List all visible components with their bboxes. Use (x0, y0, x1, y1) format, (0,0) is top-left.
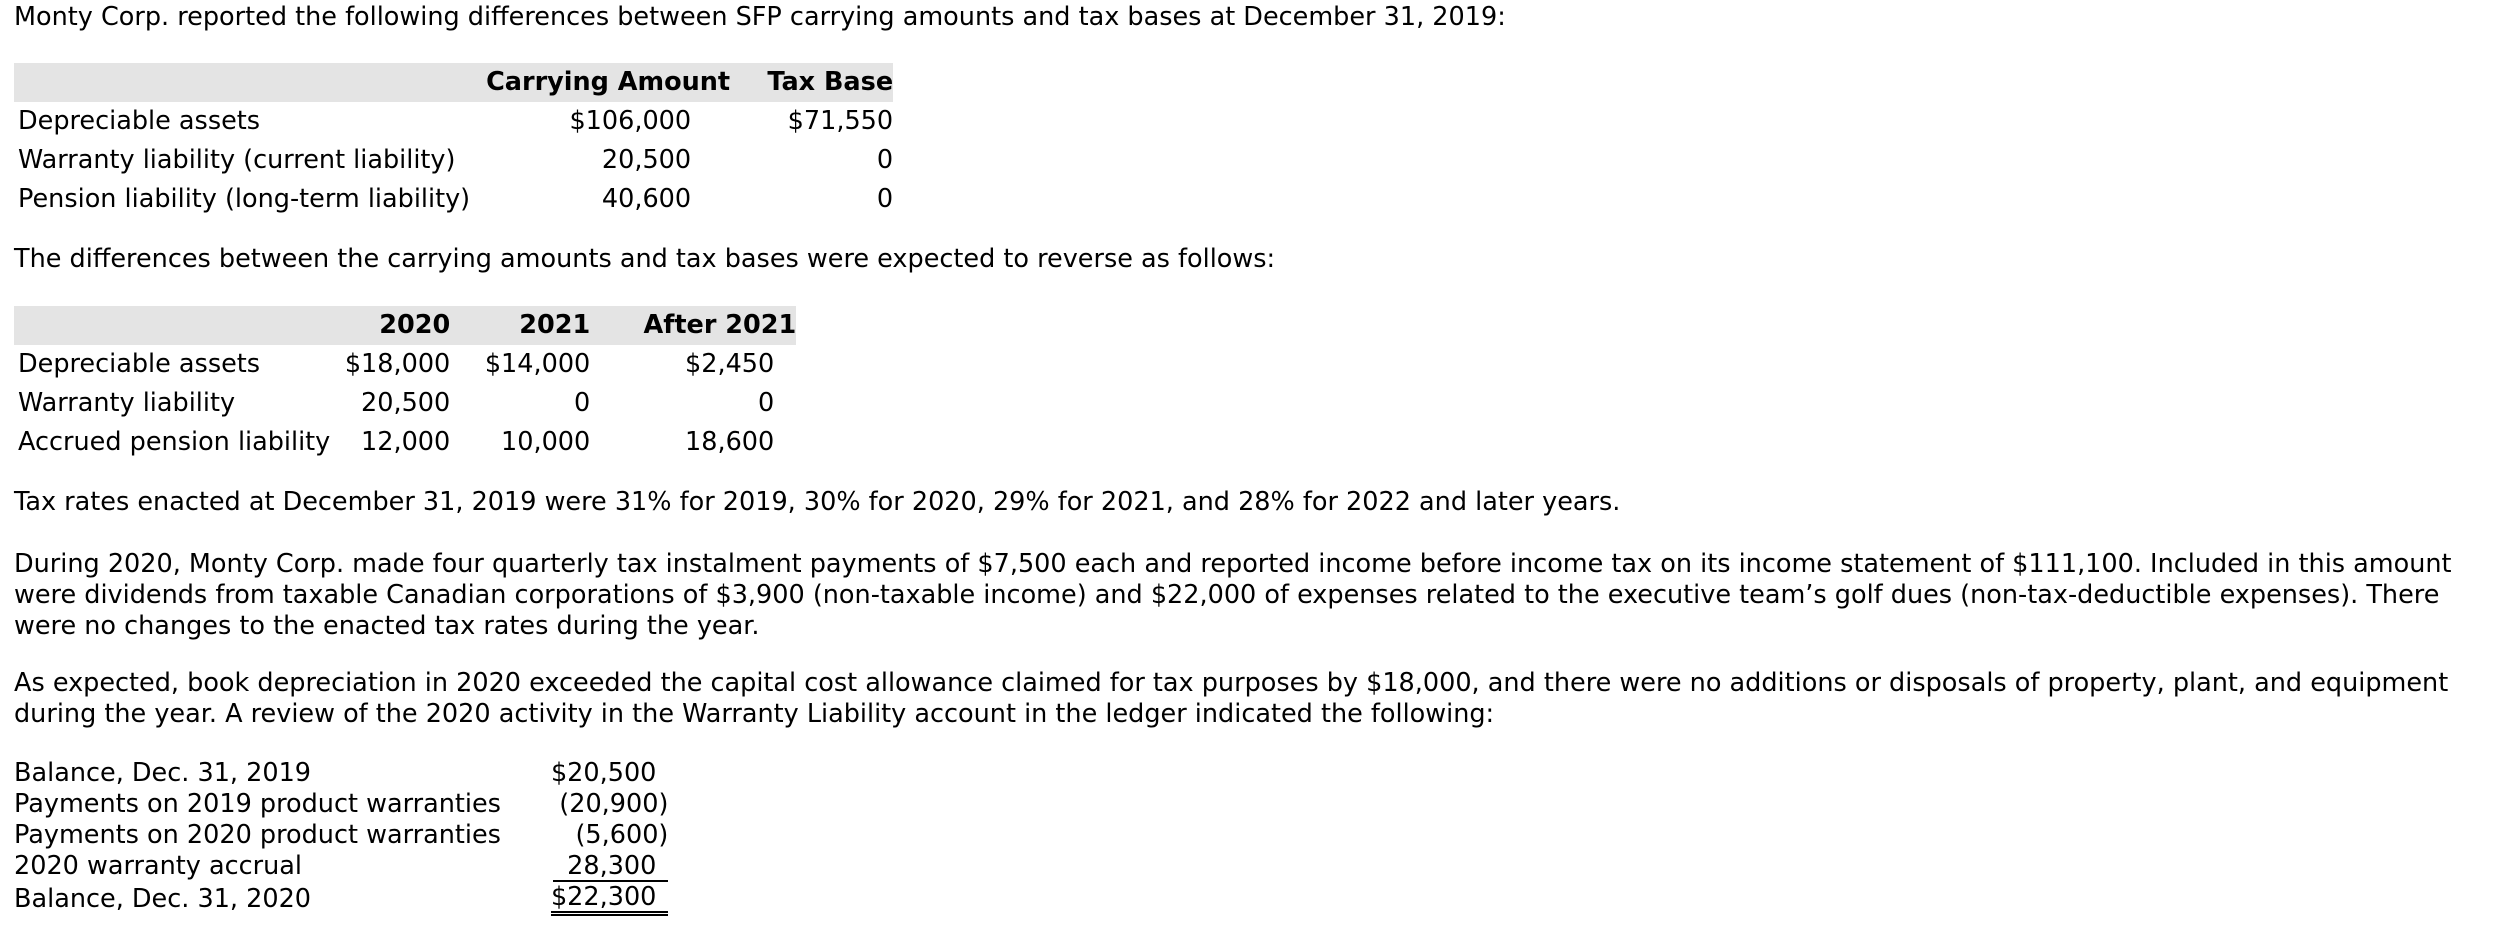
ledger-row (14, 789, 668, 820)
row-label: Depreciable assets (18, 349, 261, 379)
header-2020: 2020 (330, 306, 470, 345)
row-label: Warranty liability (18, 388, 236, 418)
tax-rates-text: Tax rates enacted at December 31, 2019 were 31% for 2019, 30% for 2020, 29% for 2021, and 28% for 2022 and later years. (14, 487, 1621, 517)
value-2020: 12,000 (361, 427, 451, 457)
header-blank (14, 63, 470, 102)
value-2021: 0 (574, 388, 591, 418)
activity-2020-paragraph: During 2020, Monty Corp. made four quarterly tax instalment payments of $7,500 each and reported income before income tax on its income statement of $111,100. Included in this amount were dividends from taxable Canadian corporations of $3,900 (non-taxable income) and $22,000 of expenses related to the executive team’s golf dues (non-tax-deductible expenses). There were no changes to the enacted tax rates during the year. (14, 549, 2452, 641)
value-2021: $14,000 (484, 349, 591, 379)
ledger-row (14, 758, 668, 789)
table-row (14, 102, 893, 141)
tax-base-value: 0 (876, 184, 894, 214)
row-label: Pension liability (long-term liability) (18, 184, 471, 214)
header-2021: 2021 (470, 306, 610, 345)
tax-base-value: $71,550 (787, 106, 894, 136)
ledger-label: Balance, Dec. 31, 2020 (14, 883, 312, 914)
carrying-value: 20,500 (601, 145, 692, 175)
ledger-amount: 28,300 (553, 853, 668, 882)
row-label: Warranty liability (current liability) (18, 145, 456, 175)
value-2021: 10,000 (501, 427, 591, 457)
ledger-amount: $20,500 (550, 758, 657, 788)
warranty-ledger (14, 758, 668, 916)
ledger-label: Payments on 2019 product warranties (14, 789, 501, 819)
header-blank (14, 306, 330, 345)
value-2020: $18,000 (344, 349, 451, 379)
table-row (14, 423, 796, 462)
ledger-label: Balance, Dec. 31, 2019 (14, 758, 312, 788)
value-after-2021: $2,450 (685, 349, 775, 379)
reversal-table (14, 306, 796, 462)
ledger-row (14, 851, 668, 882)
header-after-2021: After 2021 (610, 306, 796, 345)
ledger-row (14, 882, 668, 916)
table-header-row (14, 63, 893, 102)
ledger-amount: (5,600) (575, 820, 669, 850)
table-row (14, 384, 796, 423)
row-label: Depreciable assets (18, 106, 261, 136)
header-carrying-amount: Carrying Amount (470, 63, 730, 102)
ledger-label: 2020 warranty accrual (14, 851, 303, 881)
table-row (14, 180, 893, 219)
value-2020: 20,500 (361, 388, 451, 418)
tax-base-value: 0 (876, 145, 894, 175)
differences-table (14, 63, 893, 219)
header-tax-base: Tax Base (730, 63, 893, 102)
ledger-amount: (20,900) (559, 789, 669, 819)
depreciation-paragraph: As expected, book depreciation in 2020 exceeded the capital cost allowance claimed for tax purposes by $18,000, and there were no additions or disposals of property, plant, and equipment during the year. A review of the 2020 activity in the Warranty Liability account in the ledger indicated the following: (14, 668, 2449, 729)
ledger-row (14, 820, 668, 851)
intro-text: Monty Corp. reported the following differences between SFP carrying amounts and tax bases at December 31, 2019: (14, 2, 1506, 32)
ledger-total-amount: $22,300 (551, 884, 668, 916)
table-row (14, 345, 796, 384)
carrying-value: $106,000 (569, 106, 692, 136)
row-label: Accrued pension liability (18, 427, 331, 457)
reverse-intro-text: The differences between the carrying amounts and tax bases were expected to reverse as follows: (14, 244, 1276, 274)
table-header-row (14, 306, 796, 345)
ledger-label: Payments on 2020 product warranties (14, 820, 501, 850)
table-row (14, 141, 893, 180)
value-after-2021: 18,600 (685, 427, 775, 457)
carrying-value: 40,600 (601, 184, 692, 214)
value-after-2021: 0 (758, 388, 775, 418)
